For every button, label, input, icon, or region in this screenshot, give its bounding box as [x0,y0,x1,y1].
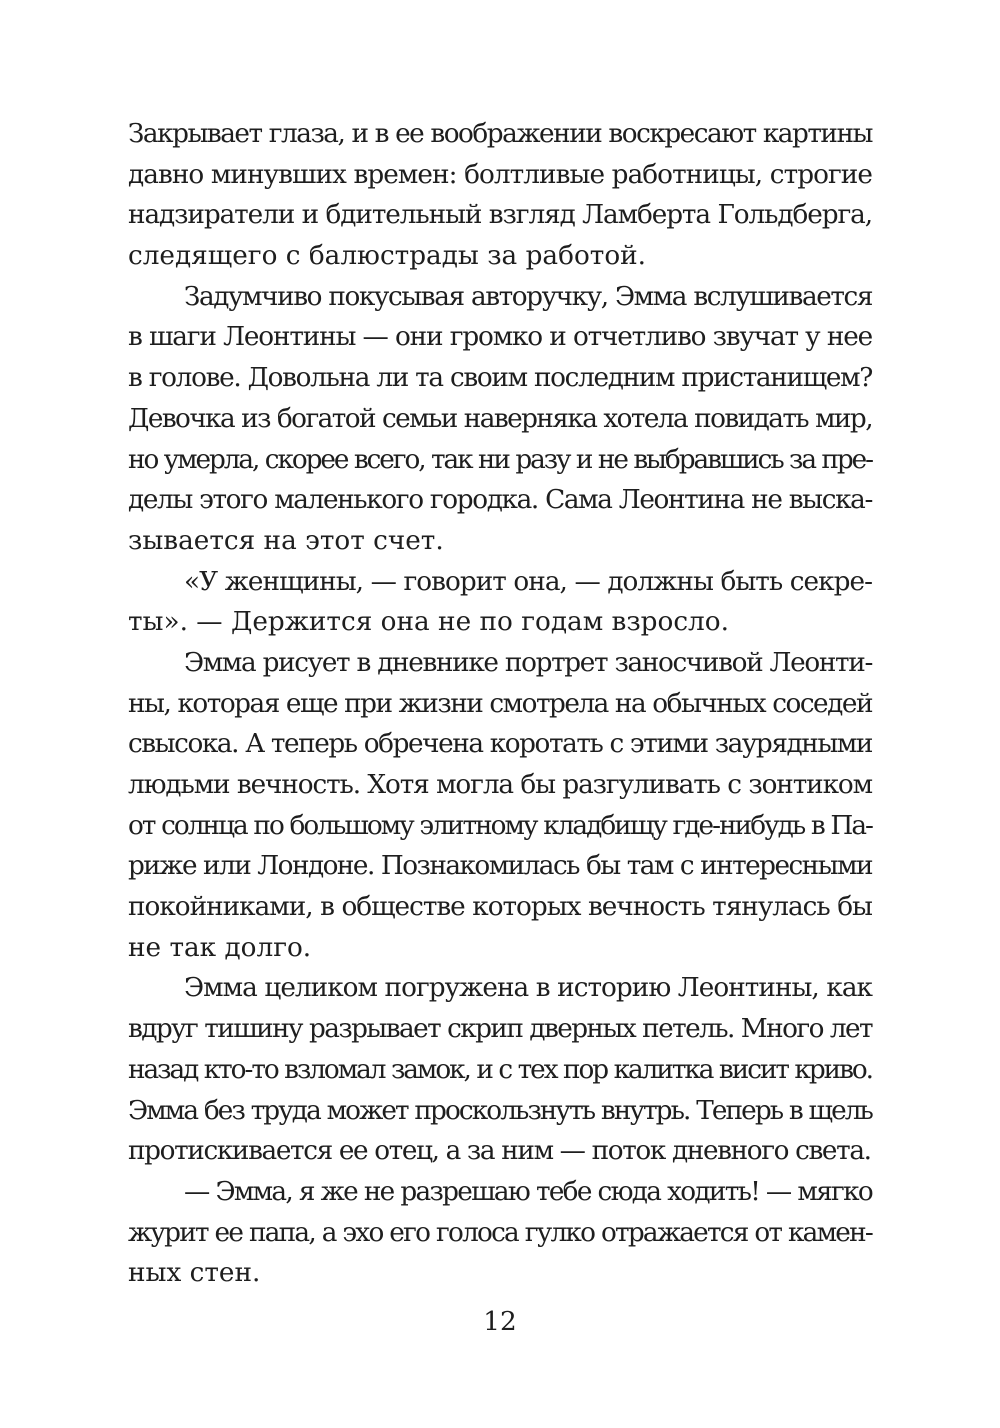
paragraph [128,1172,872,1294]
paragraph [128,114,872,277]
page-number: 12 [483,1307,517,1337]
text-line: ты». — Держится она не по годам взросло. [128,607,729,638]
body-text [128,114,872,1294]
text-line: Эмма без труда может проскользнуть внутрь. Теперь в щель [128,1095,872,1126]
text-line: в шаги Леонтины — они громко и отчетливо звучат у нее [128,322,872,353]
text-line: надзиратели и бдительный взгляд Ламберта Гольдберга, [128,200,872,231]
text-line: риже или Лондоне. Познакомилась бы там с интересными [128,851,872,882]
text-line: Эмма рисует в дневнике портрет заносчивой Леонти- [184,647,872,678]
paragraph [128,562,872,643]
text-line: — Эмма, я же не разрешаю тебе сюда ходить! — мягко [184,1176,872,1207]
text-line: ных стен. [128,1258,261,1289]
text-line: не так долго. [128,932,312,963]
text-line: свысока. А теперь обречена коротать с этими заурядными [128,729,872,760]
text-line: Девочка из богатой семьи наверняка хотела повидать мир, [128,403,872,434]
text-line: делы этого маленького городка. Сама Леонтина не выска- [128,485,872,516]
text-line: Закрывает глаза, и в ее воображении воскресают картины [128,119,872,149]
paragraph [128,277,872,562]
text-line: но умерла, скорее всего, так ни разу и не выбравшись за пре- [128,444,872,475]
text-line: людьми вечность. Хотя могла бы разгуливать с зонтиком [128,770,872,800]
paragraph [128,968,872,1171]
text-line: вдруг тишину разрывает скрип дверных петель. Много лет [128,1014,872,1045]
text-line: назад кто-то взломал замок, и с тех пор калитка висит криво. [128,1054,872,1085]
text-line: зывается на этот счет. [128,525,444,556]
text-line: ны, которая еще при жизни смотрела на обычных соседей [128,688,872,719]
text-line: «У женщины, — говорит она, — должны быть секре- [184,566,872,597]
text-line: журит ее папа, а эхо его голоса гулко отражается от камен- [128,1217,872,1248]
text-line: покойниками, в обществе которых вечность тянулась бы [128,892,872,923]
text-line: следящего с балюстрады за работой. [128,241,647,272]
text-line: давно минувших времен: болтливые работницы, строгие [128,159,872,190]
paragraph [128,643,872,969]
text-line: протискивается ее отец, а за ним — поток дневного света. [128,1136,871,1167]
text-line: Эмма целиком погружена в историю Леонтины, как [184,973,872,1004]
text-line: в голове. Довольна ли та своим последним пристанищем? [128,363,872,394]
text-line: Задумчиво покусывая авторучку, Эмма вслушивается [184,281,872,312]
text-line: от солнца по большому элитному кладбищу где-нибудь в Па- [128,810,872,841]
